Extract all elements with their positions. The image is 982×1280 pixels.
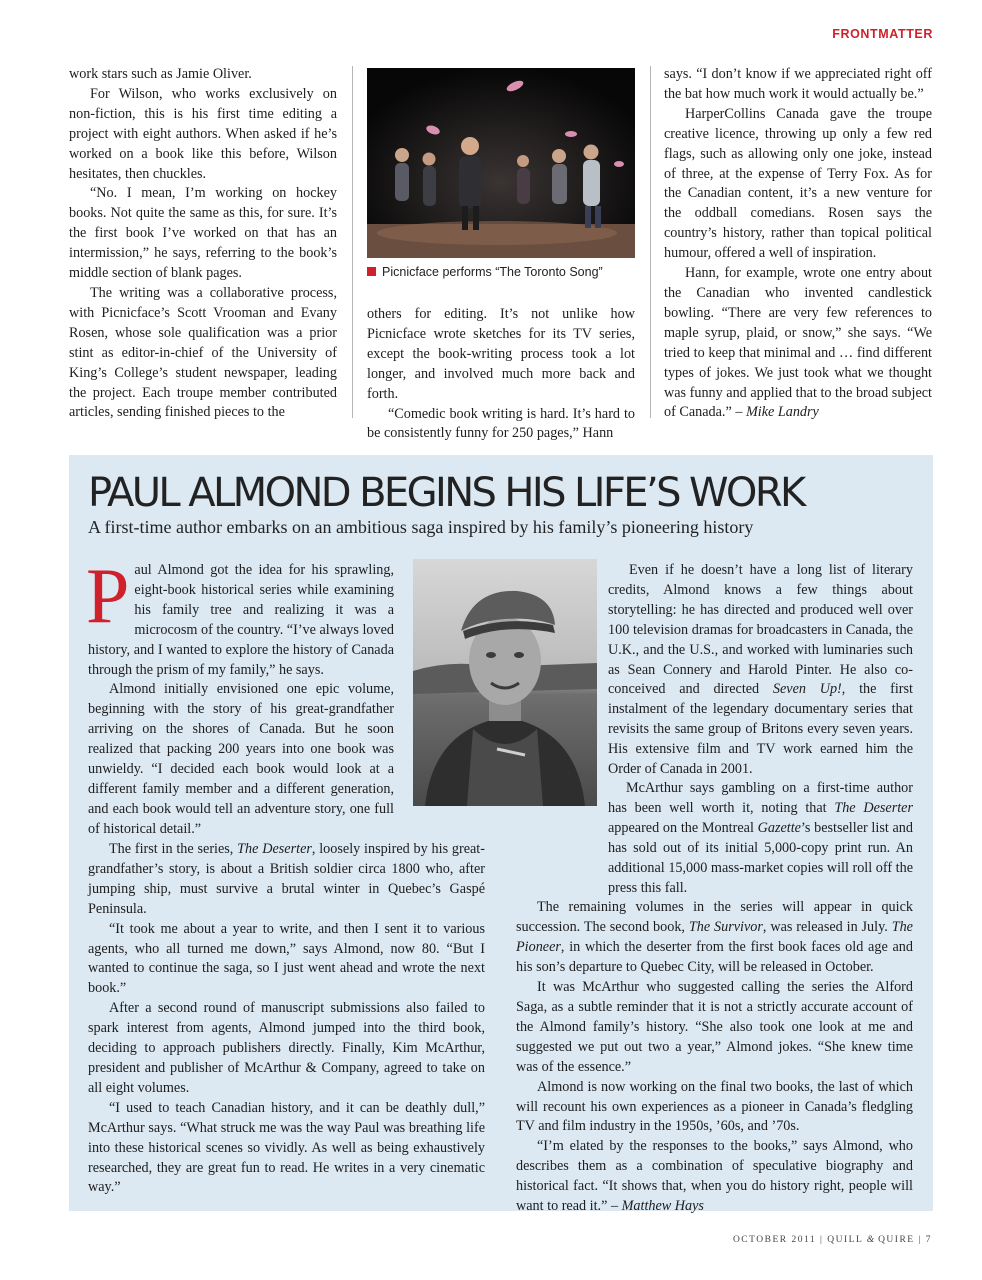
book-title: The Deserter xyxy=(834,799,913,816)
section-label: FRONTMATTER xyxy=(832,27,933,41)
paragraph: After a second round of manuscript submissions also failed to spark interest from agents, Almond jumped into the third book, deciding to approach publishers directly. Finally, Kim McArthur, president and publisher of McArthur & Company, agreed to take on all eight volumes. xyxy=(88,1000,485,1096)
paragraph: Almond initially envisioned one epic volume, beginning with the story of his great-grandfather arriving on the shores of Canada. But he soon realized that packing 200 years into one book was unwieldy. “I decided each book would look at a different family member and a different generation, and each book would tell an adventure story, one full of historical detail.” xyxy=(88,681,394,837)
paragraph: says. “I don’t know if we appreciated right off the bat how much work it would actually be.” xyxy=(664,66,932,102)
footer-separator: | xyxy=(820,1235,824,1245)
byline: – Mike Landry xyxy=(735,404,819,421)
portrait-illustration xyxy=(413,559,597,806)
book-title: The Pioneer xyxy=(516,919,913,956)
paragraph-text: , loosely inspired by his great-grandfather’s story, is about a British soldier circa 1800 who, after jumping ship, must survive a brutal winter in Quebec’s Gaspé Peninsula. xyxy=(88,841,485,917)
picnicface-performance-photo xyxy=(367,68,635,258)
page-footer xyxy=(733,1235,932,1245)
paragraph: “It took me about a year to write, and then I sent it to various agents, who all turned me down,” says Almond, now 80. “But I wanted to continue the saga, so I just went ahead and wrote the next book.” xyxy=(88,920,485,997)
paragraph: others for editing. It’s not unlike how Picnicface wrote sketches for its TV series, except the book-writing process took a lot longer, and involved much more back and forth. xyxy=(367,306,635,402)
footer-separator: | xyxy=(918,1235,922,1245)
feature-headline: PAUL ALMOND BEGINS HIS LIFE’S WORK xyxy=(88,470,804,516)
magazine-name-part: QUIRE xyxy=(878,1235,915,1245)
paragraph: “No. I mean, I’m working on hockey books. Not quite the same as this, for sure. It’s the first book I’ve worked on that has an intermission,” he says, referring to the book’s middle section of blank pages. xyxy=(69,185,337,282)
paragraph-text: The first in the series, xyxy=(109,841,238,857)
caption-text: Picnicface performs “The Toronto Song” xyxy=(382,265,603,279)
newspaper-title: Gazette xyxy=(757,819,801,836)
paragraph-text: ’s bestseller list and has sold out of its initial 5,000-copy print run. An additional 15,000 mass-market copies will roll off the press this fall. xyxy=(608,819,913,896)
show-title: Seven Up! xyxy=(772,681,842,698)
paul-almond-portrait xyxy=(413,559,597,806)
lead-paragraph xyxy=(86,552,394,680)
paragraph-text: Even if he doesn’t have a long list of literary credits, Almond knows a few things about storytelling: he has directed and produced well over 100 television dramas for broadcasters in Canada, the U.K., and the U.S., and worked with luminaries such as Sean Connery and Harold Pinter. He also co-conceived and directed xyxy=(608,562,913,698)
paragraph-text: appeared on the Montreal xyxy=(608,819,758,836)
feature-column-left xyxy=(86,552,394,840)
page-number: 7 xyxy=(925,1235,932,1245)
feature-column-left-lower xyxy=(88,840,485,1198)
paragraph-text: The remaining volumes in the series will appear in quick succession. The second book, xyxy=(516,899,913,936)
lead-text: aul Almond got the idea for his sprawling, eight-book historical series while examining his family tree and realizing it was a microcosm of the country. “I’ve always loved history, and I wanted to explore the history of Canada through the prism of my family,” he says. xyxy=(88,562,394,678)
feature-column-right-upper xyxy=(608,561,913,780)
paragraph: “Comedic book writing is hard. It’s hard to be consistently funny for 250 pages,” Hann xyxy=(367,405,635,442)
paragraph xyxy=(516,1137,913,1217)
byline: – Matthew Hays xyxy=(610,1198,704,1215)
paragraph: Almond is now working on the final two books, the last of which will recount his own experiences as a pioneer in Canada’s fledgling TV and film industry in the 1950s, ’60s, and ’70s. xyxy=(516,1078,913,1135)
column-divider xyxy=(352,66,353,418)
paragraph: It was McArthur who suggested calling the series the Alford Saga, as a subtle reminder that it is not a strictly accurate account of the Almond family’s history. “She also took one look at me and suggested we put out two a year,” Almond jokes. “She knew time was of the essence.” xyxy=(516,979,913,1075)
column-divider xyxy=(650,66,651,418)
paragraph xyxy=(664,264,932,423)
paragraph xyxy=(516,779,913,898)
drop-cap: P xyxy=(86,552,130,639)
feature-column-right xyxy=(516,779,913,1217)
top-article-column-3 xyxy=(664,65,932,423)
photo-caption xyxy=(367,265,603,279)
paragraph: HarperCollins Canada gave the troupe creative licence, throwing up only a few red flags, such as allowing only one joke, instead of three, at the expense of Terry Fox. As for the Canadian content, it’s a new venture for the oddball comedians. Rosen says the country’s history, rather than topical political humour, offered a well of inspiration. xyxy=(664,105,932,262)
paragraph-text: , in which the deserter from the first book faces old age and his son’s departure to Quebec City, will be released in October. xyxy=(516,939,913,976)
paragraph-text: “I’m elated by the responses to the books,” says Almond, who describes them as a combination of speculative biography and historical fact. “It shows that, when you do history right, people will want to read it.” xyxy=(516,1138,913,1215)
top-article-column-2 xyxy=(367,305,635,444)
paragraph: The writing was a collaborative process, with Picnicface’s Scott Vrooman and Evany Rosen, whose sole qualification was a prior stint as editor-in-chief of the University of King’s College’s student newspaper, leading the project. Each troupe member contributed articles, sending finished pieces to the xyxy=(69,284,337,421)
paragraph xyxy=(516,898,913,978)
paragraph-text: , was released in July. xyxy=(762,919,892,936)
book-title: The Survivor xyxy=(688,919,763,936)
issue-date: OCTOBER 2011 xyxy=(732,1235,817,1245)
magazine-name-part: QUILL xyxy=(827,1235,863,1245)
paragraph-text: McArthur says gambling on a first-time author has been well worth it, noting that xyxy=(608,780,913,816)
ampersand: & xyxy=(866,1235,875,1245)
paragraph-text: Hann, for example, wrote one entry about the Canadian who invented candlestick bowling. “There are very few references to maple syrup, plaid, or snow,” she says. “We tried to keep that minimal and … find different types of jokes. We just took what we thought was funny and applied that to the broad subject of Canada.” xyxy=(664,265,932,421)
paragraph-text: , the first instalment of the legendary documentary series that revisits the same group of Britons every seven years. His extensive film and TV work earned him the Order of Canada in 2001. xyxy=(608,681,913,778)
paragraph: For Wilson, who works exclusively on non-fiction, this is his first time editing a project with eight authors. When asked if he’s worked on a book like this before, Wilson hesitates, then chuckles. xyxy=(69,85,337,182)
magazine-name xyxy=(827,1235,914,1245)
top-article-column-1 xyxy=(69,65,337,423)
paragraph: “I used to teach Canadian history, and it can be deathly dull,” McArthur says. “What struck me was the way Paul was breathing life into these historical scenes so vividly. As well as being exhaustively researched, they are great fun to read. He writes in a very cinematic way.” xyxy=(88,1099,485,1196)
paragraph xyxy=(608,561,913,780)
caption-marker xyxy=(367,267,376,276)
paragraph xyxy=(88,840,485,920)
book-title: The Deserter xyxy=(237,841,312,857)
paragraph: work stars such as Jamie Oliver. xyxy=(69,66,252,82)
stage-performance-illustration xyxy=(367,68,635,258)
feature-deck: A first-time author embarks on an ambitious saga inspired by his family’s pioneering history xyxy=(88,517,754,537)
